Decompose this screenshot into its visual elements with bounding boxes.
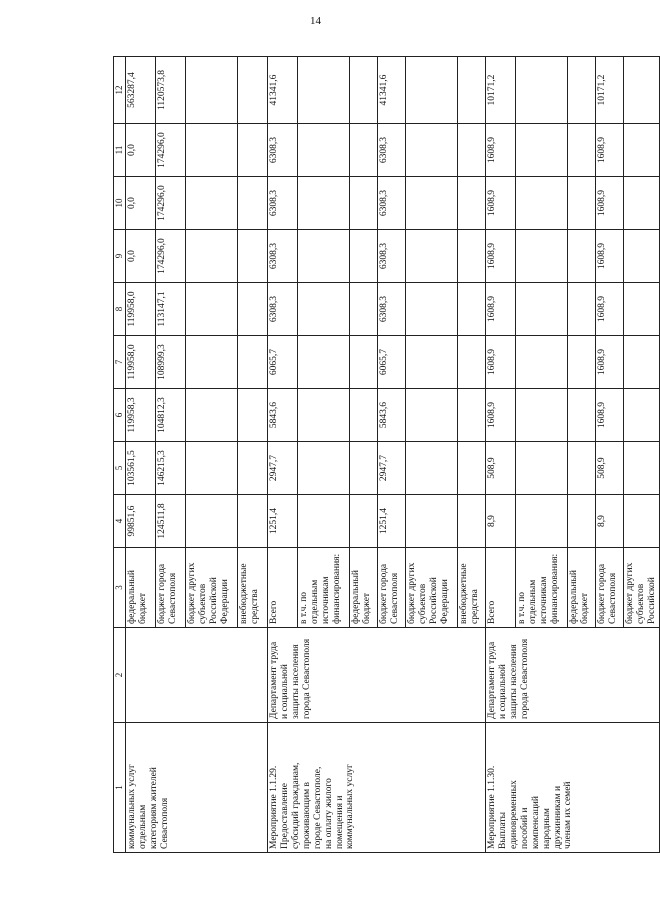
source-cell: федеральный бюджет	[568, 548, 596, 628]
value-cell: 2947,7	[268, 442, 298, 495]
table-row	[126, 57, 156, 853]
value-cell	[238, 57, 268, 124]
value-cell: 6308,3	[268, 124, 298, 177]
value-cell	[238, 177, 268, 230]
value-cell: 1608,9	[596, 124, 624, 177]
value-cell	[406, 124, 458, 177]
value-cell	[350, 124, 378, 177]
value-cell	[298, 389, 350, 442]
value-cell	[186, 57, 238, 124]
value-cell	[186, 230, 238, 283]
value-cell	[458, 177, 486, 230]
value-cell: 41341,6	[268, 57, 298, 124]
value-cell	[568, 124, 596, 177]
column-header: 8	[114, 283, 126, 336]
source-cell: федеральный бюджет	[126, 548, 156, 628]
value-cell: 174296,0	[156, 124, 186, 177]
value-cell	[238, 442, 268, 495]
value-cell	[186, 336, 238, 389]
value-cell	[458, 389, 486, 442]
value-cell: 10171,2	[596, 57, 624, 124]
value-cell: 1251,4	[268, 495, 298, 548]
source-cell: бюджет других субъектов Российской	[624, 548, 660, 628]
value-cell	[406, 57, 458, 124]
executor-cell: Департамент труда и социальной защиты населения города Севастополя	[486, 628, 660, 723]
value-cell: 119958,0	[126, 283, 156, 336]
value-cell	[516, 336, 568, 389]
value-cell	[624, 495, 660, 548]
value-cell	[568, 442, 596, 495]
value-cell	[516, 230, 568, 283]
value-cell: 6308,3	[378, 177, 406, 230]
value-cell: 174296,0	[156, 177, 186, 230]
value-cell: 1251,4	[378, 495, 406, 548]
value-cell: 41341,6	[378, 57, 406, 124]
value-cell: 6308,3	[378, 124, 406, 177]
column-header: 11	[114, 124, 126, 177]
value-cell	[458, 230, 486, 283]
value-cell: 1608,9	[596, 283, 624, 336]
value-cell	[624, 389, 660, 442]
value-cell: 1120573,8	[156, 57, 186, 124]
value-cell: 146215,3	[156, 442, 186, 495]
source-cell: бюджет других субъектов Российской Федерации	[406, 548, 458, 628]
source-cell: Всего	[268, 548, 298, 628]
value-cell	[298, 177, 350, 230]
value-cell: 124511,8	[156, 495, 186, 548]
value-cell: 8,9	[486, 495, 516, 548]
value-cell	[458, 442, 486, 495]
source-cell: бюджет города Севастополя	[596, 548, 624, 628]
value-cell	[238, 336, 268, 389]
value-cell	[624, 442, 660, 495]
measure-cell: коммунальных услуг отдельным категориям жителей Севастополя	[126, 723, 268, 853]
source-cell: бюджет города Севастополя	[156, 548, 186, 628]
value-cell	[350, 177, 378, 230]
value-cell: 108999,3	[156, 336, 186, 389]
value-cell	[186, 177, 238, 230]
value-cell	[350, 230, 378, 283]
column-header: 3	[114, 548, 126, 628]
value-cell	[350, 57, 378, 124]
value-cell: 1608,9	[596, 177, 624, 230]
value-cell	[568, 336, 596, 389]
value-cell: 1608,9	[486, 230, 516, 283]
value-cell	[516, 442, 568, 495]
column-header: 1	[114, 723, 126, 853]
budget-table	[113, 56, 660, 853]
value-cell: 104812,3	[156, 389, 186, 442]
value-cell	[350, 495, 378, 548]
value-cell	[238, 389, 268, 442]
value-cell	[350, 336, 378, 389]
value-cell	[298, 336, 350, 389]
value-cell	[406, 283, 458, 336]
value-cell: 1608,9	[486, 177, 516, 230]
source-cell: в т.ч. по отдельным источникам финансирования:	[298, 548, 350, 628]
value-cell	[186, 442, 238, 495]
value-cell	[458, 57, 486, 124]
value-cell	[186, 495, 238, 548]
value-cell	[406, 442, 458, 495]
value-cell	[238, 230, 268, 283]
value-cell: 1608,9	[486, 336, 516, 389]
value-cell	[624, 283, 660, 336]
value-cell: 1608,9	[596, 336, 624, 389]
value-cell	[186, 389, 238, 442]
page-number: 14	[310, 15, 321, 27]
measure-cell: Мероприятие 1.1.29. Предоставление субсидий гражданам, проживающим в городе Севастополе, на оплату жилого помещения и коммунальных услуг	[268, 723, 486, 853]
value-cell	[406, 177, 458, 230]
value-cell	[350, 283, 378, 336]
value-cell	[186, 283, 238, 336]
value-cell	[458, 283, 486, 336]
value-cell	[516, 283, 568, 336]
value-cell: 0,0	[126, 124, 156, 177]
column-header: 4	[114, 495, 126, 548]
value-cell	[568, 389, 596, 442]
value-cell: 1608,9	[486, 389, 516, 442]
value-cell	[406, 389, 458, 442]
column-header: 12	[114, 57, 126, 124]
value-cell: 563287,4	[126, 57, 156, 124]
value-cell: 119958,0	[126, 336, 156, 389]
header-row	[114, 57, 126, 853]
measure-cell: Мероприятие 1.1.30. Выплаты единовременных пособий и компенсаций народным дружинникам и членам их семей	[486, 723, 660, 853]
value-cell	[568, 283, 596, 336]
value-cell: 5843,6	[378, 389, 406, 442]
value-cell	[624, 177, 660, 230]
value-cell: 1608,9	[486, 124, 516, 177]
source-cell: внебюджетные средства	[238, 548, 268, 628]
value-cell	[458, 495, 486, 548]
value-cell	[238, 124, 268, 177]
value-cell: 119958,3	[126, 389, 156, 442]
value-cell	[624, 57, 660, 124]
column-header: 2	[114, 628, 126, 723]
value-cell	[298, 124, 350, 177]
value-cell	[298, 442, 350, 495]
value-cell: 508,9	[596, 442, 624, 495]
value-cell: 1608,9	[596, 230, 624, 283]
value-cell	[298, 283, 350, 336]
value-cell	[238, 283, 268, 336]
value-cell	[516, 124, 568, 177]
value-cell	[624, 336, 660, 389]
value-cell: 6308,3	[268, 230, 298, 283]
value-cell	[350, 389, 378, 442]
value-cell: 113147,1	[156, 283, 186, 336]
source-cell: бюджет города Севастополя	[378, 548, 406, 628]
value-cell: 0,0	[126, 177, 156, 230]
value-cell: 8,9	[596, 495, 624, 548]
executor-cell: Департамент труда и социальной защиты населения города Севастополя	[268, 628, 486, 723]
value-cell: 1608,9	[486, 283, 516, 336]
value-cell	[350, 442, 378, 495]
value-cell: 508,9	[486, 442, 516, 495]
source-cell: в т.ч. по отдельным источникам финансирования:	[516, 548, 568, 628]
value-cell: 103561,5	[126, 442, 156, 495]
value-cell: 99851,6	[126, 495, 156, 548]
value-cell	[406, 336, 458, 389]
value-cell	[186, 124, 238, 177]
table-body	[114, 57, 660, 853]
rotated-table-wrapper	[113, 57, 657, 853]
column-header: 6	[114, 389, 126, 442]
value-cell	[298, 495, 350, 548]
value-cell	[568, 495, 596, 548]
column-header: 5	[114, 442, 126, 495]
value-cell: 174296,0	[156, 230, 186, 283]
value-cell	[516, 177, 568, 230]
value-cell: 6308,3	[378, 230, 406, 283]
value-cell	[624, 124, 660, 177]
value-cell: 6065,7	[378, 336, 406, 389]
value-cell	[298, 57, 350, 124]
source-cell: Всего	[486, 548, 516, 628]
value-cell	[568, 177, 596, 230]
value-cell: 6308,3	[378, 283, 406, 336]
column-header: 7	[114, 336, 126, 389]
value-cell: 1608,9	[596, 389, 624, 442]
value-cell	[516, 495, 568, 548]
source-cell: федеральный бюджет	[350, 548, 378, 628]
value-cell: 6065,7	[268, 336, 298, 389]
table-row	[268, 57, 298, 853]
value-cell	[406, 230, 458, 283]
value-cell	[458, 124, 486, 177]
value-cell	[516, 389, 568, 442]
value-cell	[406, 495, 458, 548]
value-cell	[568, 57, 596, 124]
value-cell	[624, 230, 660, 283]
value-cell	[298, 230, 350, 283]
source-cell: внебюджетные средства	[458, 548, 486, 628]
column-header: 9	[114, 230, 126, 283]
value-cell	[516, 57, 568, 124]
value-cell: 6308,3	[268, 177, 298, 230]
executor-cell	[126, 628, 268, 723]
value-cell: 6308,3	[268, 283, 298, 336]
table-row	[486, 57, 516, 853]
value-cell: 0,0	[126, 230, 156, 283]
value-cell: 2947,7	[378, 442, 406, 495]
value-cell: 10171,2	[486, 57, 516, 124]
value-cell	[568, 230, 596, 283]
source-cell: бюджет других субъектов Российской Федерации	[186, 548, 238, 628]
value-cell	[458, 336, 486, 389]
column-header: 10	[114, 177, 126, 230]
value-cell: 5843,6	[268, 389, 298, 442]
value-cell	[238, 495, 268, 548]
